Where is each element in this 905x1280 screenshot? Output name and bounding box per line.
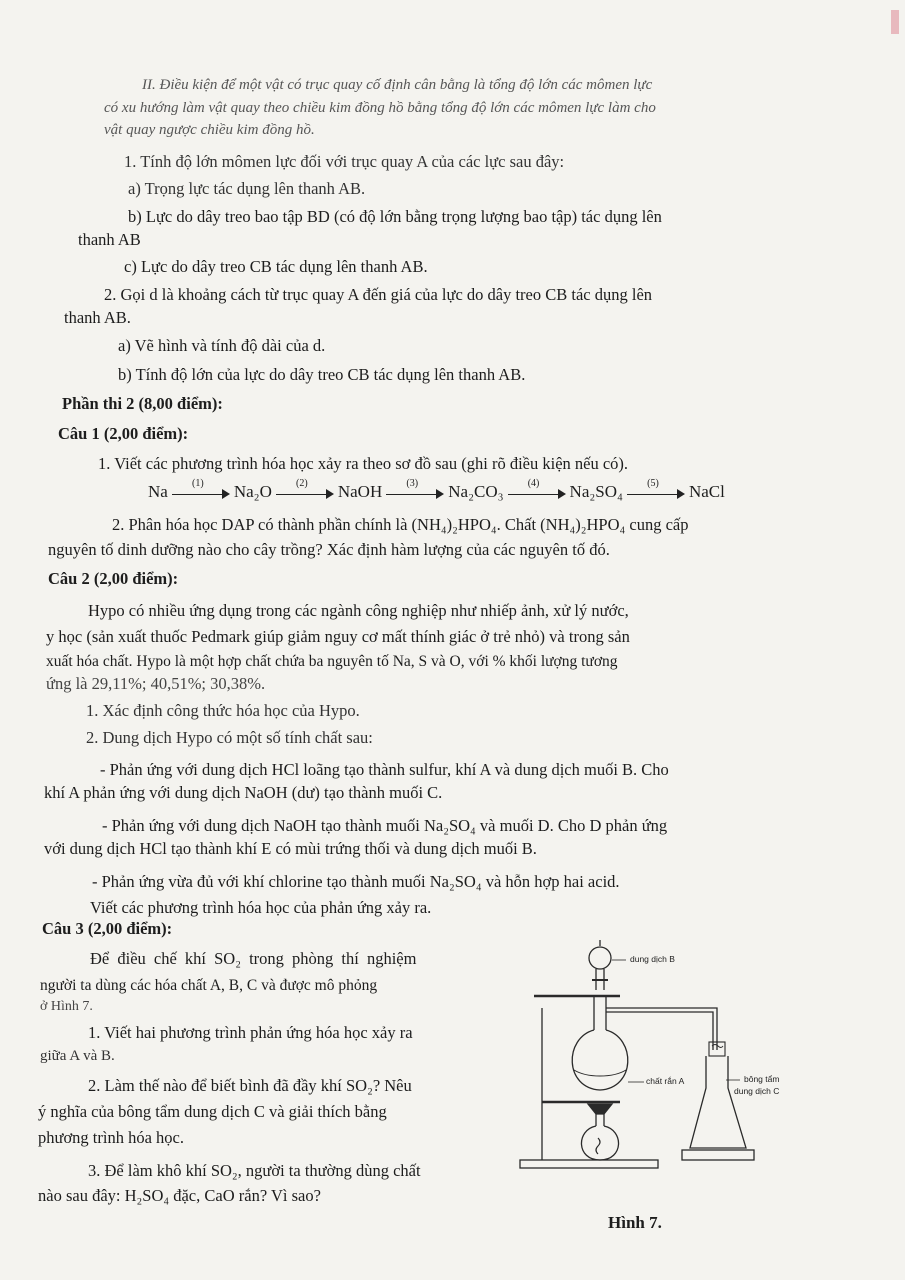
label-bong-tam: bông tẩm: [744, 1074, 780, 1084]
receiving-flask: [690, 1056, 746, 1148]
species-na2so4: Na₂SO₄: [569, 482, 623, 501]
cau3-para-line-1: Để điều chế khí SO₂ trong phòng thí nghiệm: [90, 949, 417, 968]
reaction-arrow-1: (1): [172, 481, 230, 503]
cau2-bullet-3: - Phản ứng vừa đủ với khí chlorine tạo thành muối Na₂SO₄ và hỗn hợp hai acid.: [92, 872, 620, 891]
receiver-base: [682, 1150, 754, 1160]
delivery-tube: [606, 1008, 717, 1050]
label-dung-dich-c: dung dịch C: [734, 1086, 780, 1096]
intro-q2b: b) Tính độ lớn của lực do dây treo CB tác dụng lên thanh AB.: [118, 365, 526, 384]
cau2-para-line-2: y học (sản xuất thuốc Pedmark giúp giảm nguy cơ mất thính giác ở trẻ nhỏ) và trong sản: [46, 627, 630, 646]
species-na: Na: [148, 482, 168, 501]
intro-line-1: II. Điều kiện để một vật có trục quay cố định cân bằng là tổng độ lớn các mômen lực: [142, 77, 653, 93]
intro-q1: 1. Tính độ lớn mômen lực đối với trục quay A của các lực sau đây:: [124, 152, 565, 171]
cau3-q3-line-2: nào sau đây: H₂SO₄ đặc, CaO rắn? Vì sao?: [38, 1186, 321, 1205]
cau3-q2-line-2: ý nghĩa của bông tẩm dung dịch C và giải thích bằng: [38, 1102, 387, 1121]
cau2-para-line-3: xuất hóa chất. Hypo là một hợp chất chứa ba nguyên tố Na, S và O, với % khối lượng tương: [46, 653, 618, 670]
intro-q2-line-2: thanh AB.: [64, 308, 131, 327]
cau3-q1-line-1: 1. Viết hai phương trình phản ứng hóa học xảy ra: [88, 1023, 413, 1042]
page-edge-mark: [891, 10, 899, 34]
cau2-q1: 1. Xác định công thức hóa học của Hypo.: [86, 701, 360, 720]
reaction-arrow-4: (4): [508, 481, 566, 503]
funnel-bulb: [589, 947, 611, 969]
label-dung-dich-b: dung dịch B: [630, 954, 675, 964]
cau3-q3-line-1: 3. Để làm khô khí SO₂, người ta thường dùng chất: [88, 1161, 421, 1180]
apparatus-drawing: [512, 938, 782, 1188]
stand-base: [520, 1160, 658, 1168]
species-naoh: NaOH: [337, 482, 383, 501]
cau3-q1-line-2: giữa A và B.: [40, 1048, 115, 1064]
reaction-arrow-5: (5): [627, 481, 685, 503]
species-nacl: NaCl: [688, 482, 725, 501]
flask-neck: [594, 996, 606, 1030]
flask-bulb: [572, 1030, 628, 1090]
burner-top: [588, 1104, 612, 1114]
reaction-arrow-3: (3): [386, 481, 444, 503]
species-na2o: Na₂O: [233, 482, 272, 501]
intro-line-2: có xu hướng làm vật quay theo chiều kim đồng hồ bằng tổng độ lớn các mômen lực làm cho: [104, 100, 656, 116]
intro-line-3: vật quay ngược chiều kim đồng hồ.: [104, 122, 315, 138]
cau1-heading: Câu 1 (2,00 điểm):: [58, 424, 189, 443]
cau3-heading: Câu 3 (2,00 điểm):: [42, 919, 173, 938]
cau2-bullet-2-line-2: với dung dịch HCl tạo thành khí E có mùi trứng thối và dung dịch muối B.: [44, 839, 537, 858]
intro-q1c: c) Lực do dây treo CB tác dụng lên thanh AB.: [124, 257, 428, 276]
lab-apparatus-figure: [512, 938, 782, 1188]
intro-q1a: a) Trọng lực tác dụng lên thanh AB.: [128, 179, 366, 198]
label-chat-ran-a: chất rắn A: [646, 1076, 685, 1086]
part2-heading: Phần thi 2 (8,00 điểm):: [62, 394, 223, 413]
cau1-q2-line-1: 2. Phân hóa học DAP có thành phần chính là (NH₄)₂HPO₄. Chất (NH₄)₂HPO₄ cung cấp: [112, 515, 689, 534]
cau2-heading: Câu 2 (2,00 điểm):: [48, 569, 179, 588]
cau2-para-line-1: Hypo có nhiều ứng dụng trong các ngành công nghiệp như nhiếp ảnh, xử lý nước,: [88, 601, 629, 620]
reaction-arrow-2: (2): [276, 481, 334, 503]
species-na2co3: Na₂CO₃: [448, 482, 504, 501]
cau3-para-line-3: ở Hình 7.: [40, 999, 93, 1014]
intro-q2-line-1: 2. Gọi d là khoảng cách từ trục quay A đến giá của lực do dây treo CB tác dụng lên: [104, 285, 653, 304]
figure-caption: Hình 7.: [608, 1213, 662, 1232]
intro-q2a: a) Vẽ hình và tính độ dài của d.: [118, 336, 326, 355]
cau2-bullet-1-line-1: - Phản ứng với dung dịch HCl loãng tạo thành sulfur, khí A và dung dịch muối B. Cho: [100, 760, 669, 779]
cau3-q2-line-3: phương trình hóa học.: [38, 1128, 184, 1147]
intro-q1b-line-1: b) Lực do dây treo bao tập BD (có độ lớn bằng trọng lượng bao tập) tác dụng lên: [128, 207, 662, 226]
intro-q1b-line-2: thanh AB: [78, 230, 141, 249]
cau2-bullet-2-line-1: - Phản ứng với dung dịch NaOH tạo thành muối Na₂SO₄ và muối D. Cho D phản ứng: [102, 816, 668, 835]
reaction-scheme: [148, 478, 725, 503]
cau2-bullet-1-line-2: khí A phản ứng với dung dịch NaOH (dư) tạo thành muối C.: [44, 783, 443, 802]
cau1-q2-line-2: nguyên tố dinh dưỡng nào cho cây trồng? Xác định hàm lượng của các nguyên tố đó.: [48, 540, 610, 559]
cau2-para-line-4: ứng là 29,11%; 40,51%; 30,38%.: [46, 674, 266, 693]
cau3-para-line-2: người ta dùng các hóa chất A, B, C và được mô phỏng: [40, 977, 378, 994]
cau2-q2: 2. Dung dịch Hypo có một số tính chất sau:: [86, 728, 373, 747]
cau1-q1: 1. Viết các phương trình hóa học xảy ra theo sơ đồ sau (ghi rõ điều kiện nếu có).: [98, 454, 629, 473]
cau2-tail: Viết các phương trình hóa học của phản ứng xảy ra.: [90, 898, 432, 917]
cau3-q2-line-1: 2. Làm thế nào để biết bình đã đầy khí SO₂? Nêu: [88, 1076, 412, 1095]
